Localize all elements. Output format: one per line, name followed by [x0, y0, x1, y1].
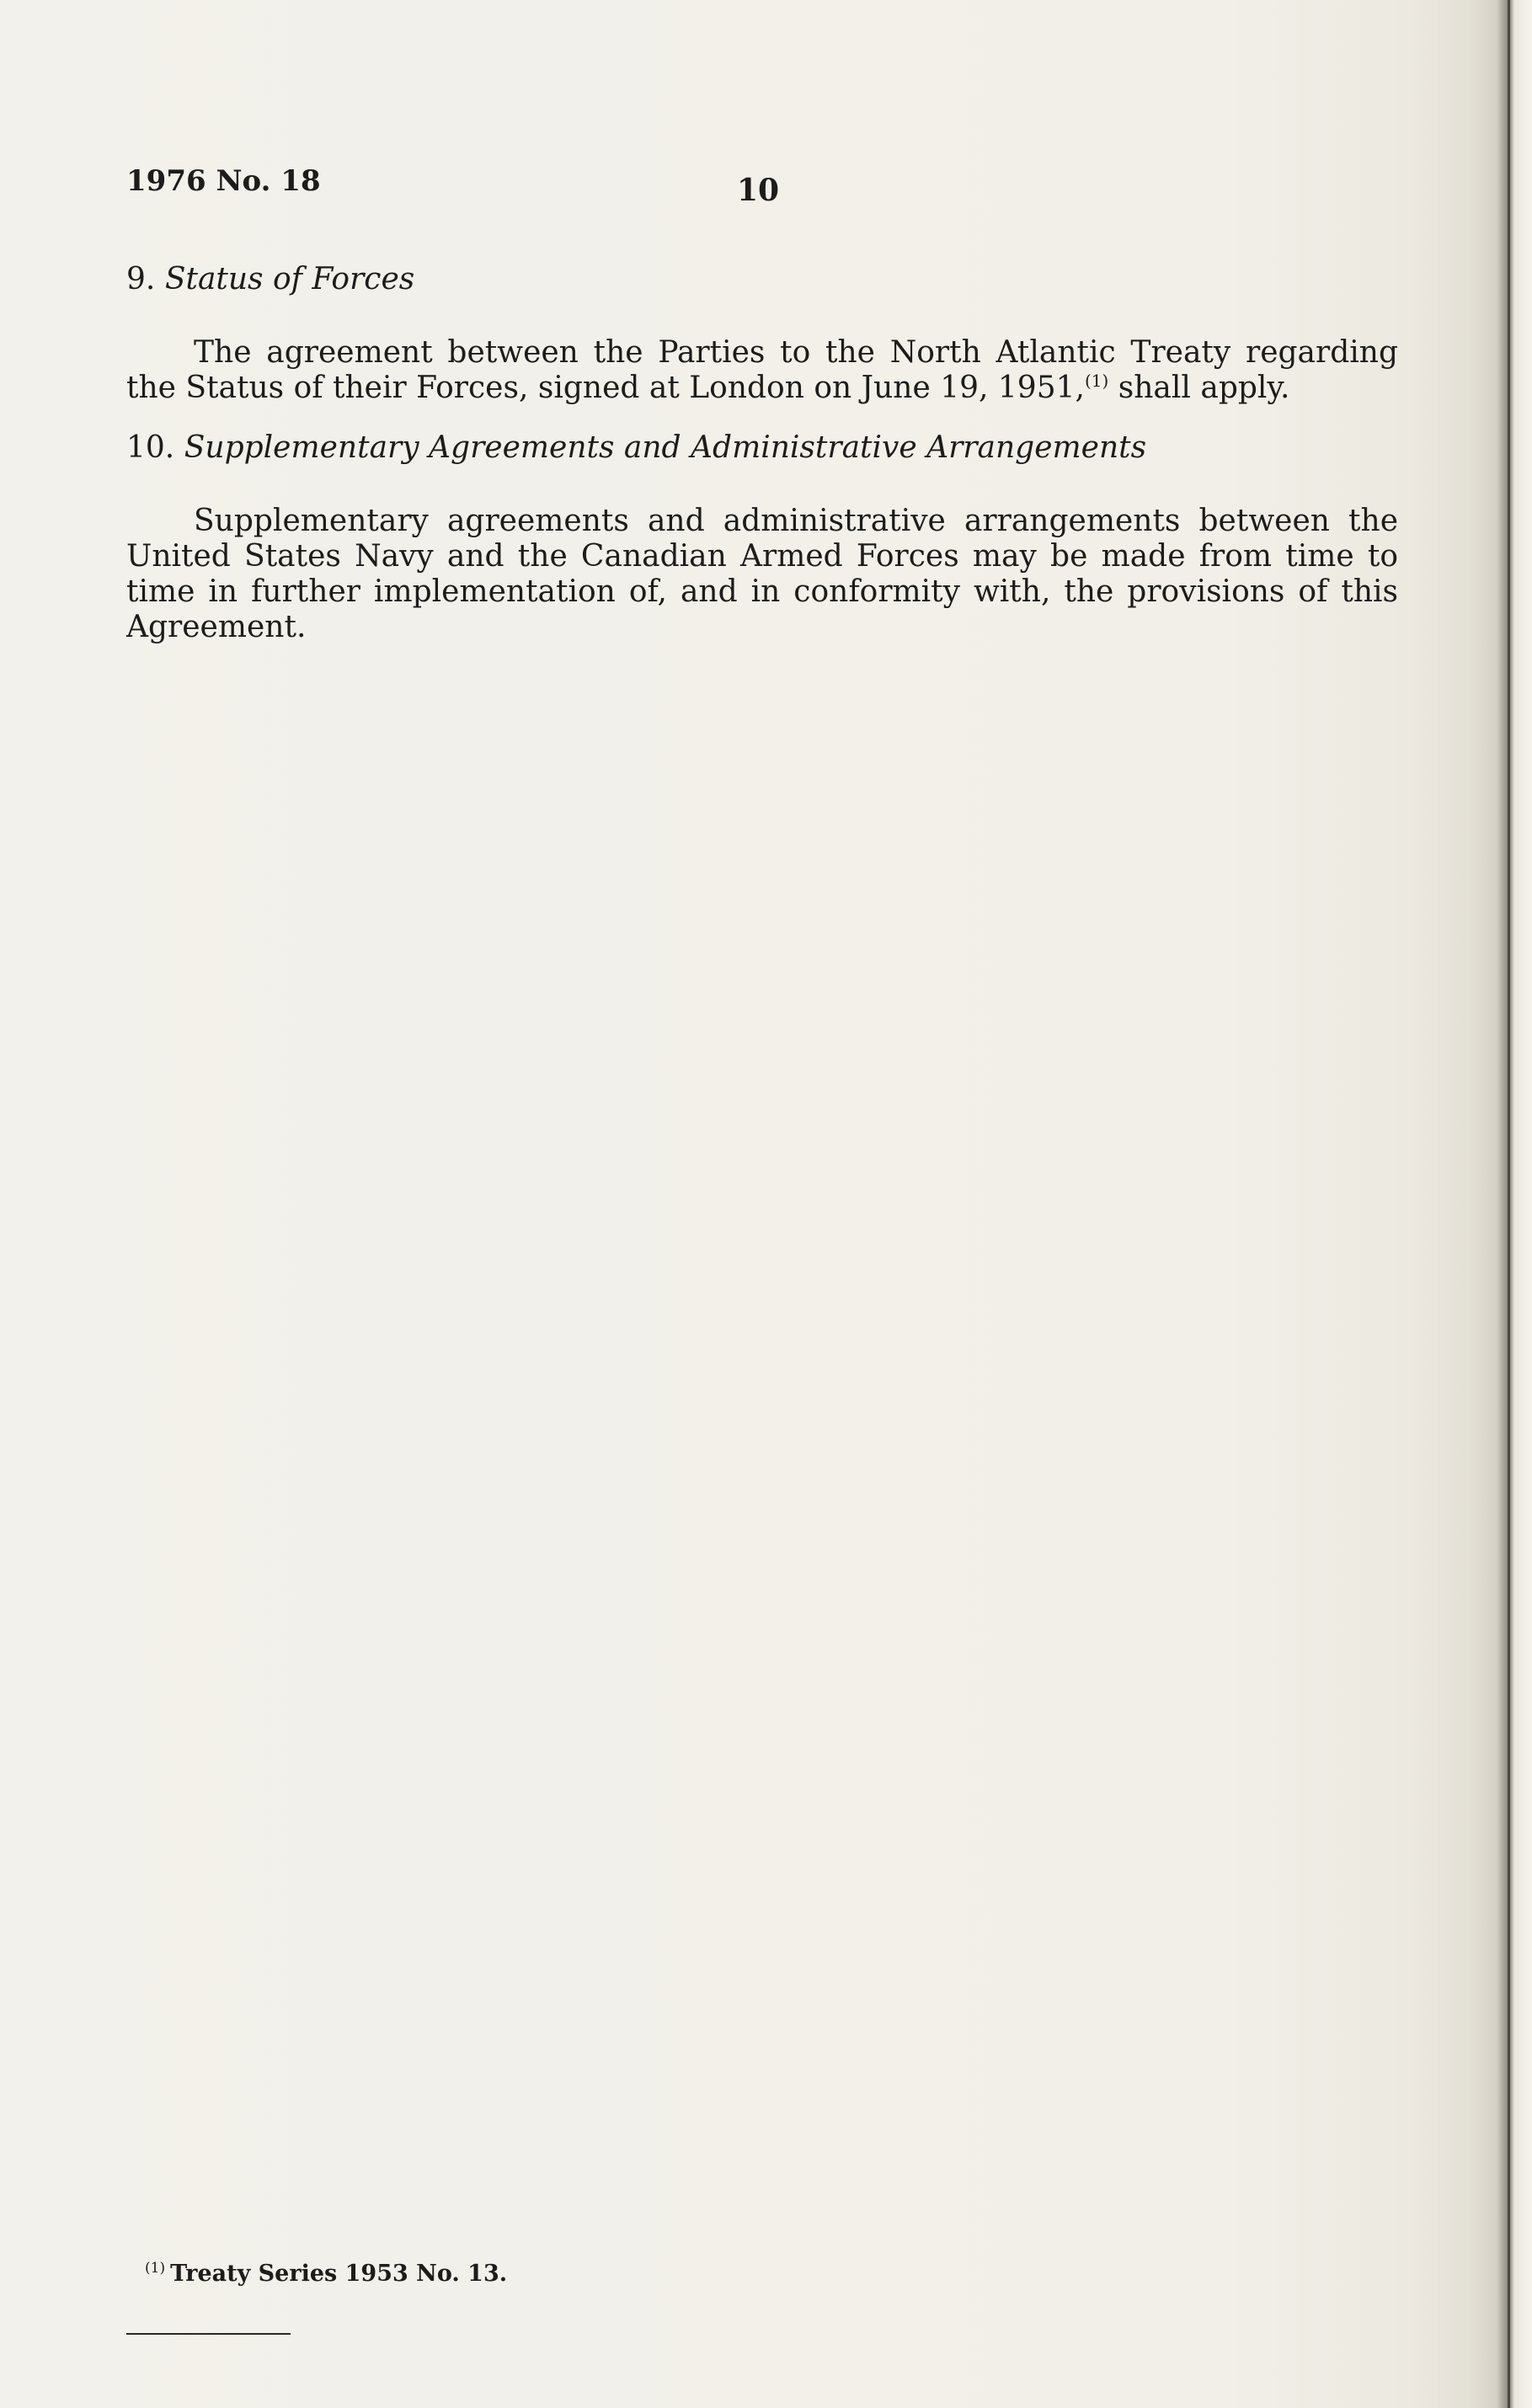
paragraph-text-end: shall apply. — [1108, 371, 1290, 405]
section-number: 10. — [126, 430, 175, 465]
paragraph-text: The agreement between the Parties to the North Atlantic Treaty regarding the Status of their Forces, signed at London on June 19, 1951, — [126, 335, 1398, 405]
section-heading-supplementary-agreements — [126, 431, 1398, 465]
document-body — [126, 263, 1398, 670]
document-series-header: 1976 No. 18 — [126, 164, 321, 198]
footnote-reference: (1) — [1084, 371, 1109, 391]
footnote — [145, 2260, 507, 2287]
footnote-divider — [126, 2333, 291, 2335]
binding-edge — [1473, 0, 1532, 2408]
section-heading-status-of-forces — [126, 263, 1398, 296]
page-number: 10 — [737, 173, 780, 208]
section-number: 9. — [126, 262, 156, 296]
footnote-mark: (1) — [145, 2260, 166, 2277]
binding-line — [1508, 0, 1510, 2408]
footnote-text: Treaty Series 1953 No. 13. — [170, 2261, 508, 2287]
paragraph-supplementary-agreements: Supplementary agreements and administrative arrangements between the United States Navy and the Canadian Armed Forces may be made from time to time in further implementation of, and in conformity with, the provisions of this Agreement. — [126, 504, 1398, 644]
section-title: Supplementary Agreements and Administrative Arrangements — [184, 430, 1147, 465]
paragraph-status-of-forces — [126, 335, 1398, 406]
section-title: Status of Forces — [164, 262, 415, 296]
